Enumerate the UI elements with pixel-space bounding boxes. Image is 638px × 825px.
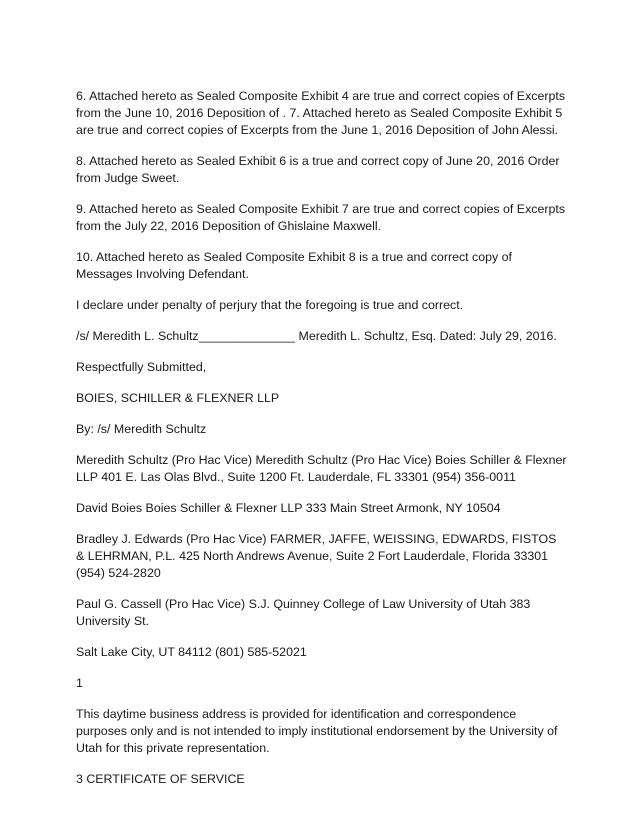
firm-name: BOIES, SCHILLER & FLEXNER LLP [76,391,280,405]
footnote-number: 1 [76,676,83,690]
footnote-text: This daytime business address is provided for identification and correspondence purposes only and is not intended to imply institutional endorsement by the University of Utah for this private representation. [76,707,558,755]
cassell-city-line: Salt Lake City, UT 84112 (801) 585-52021 [76,645,307,659]
by-signature: By: /s/ Meredith Schultz [76,422,207,436]
paragraph-exhibit-6: 8. Attached hereto as Sealed Exhibit 6 is a true and correct copy of June 20, 2016 Order from Judge Sweet. [76,154,560,185]
paragraph-exhibit-7: 9. Attached hereto as Sealed Composite Exhibit 7 are true and correct copies of Excerpts from the July 22, 2016 Deposition of Ghislaine Maxwell. [76,202,566,233]
certificate-of-service-heading: 3 CERTIFICATE OF SERVICE [76,772,245,786]
paragraph-exhibits-4-5: 6. Attached hereto as Sealed Composite Exhibit 4 are true and correct copies of Excerpts from the June 10, 2016 Deposition of . 7. Attached hereto as Sealed Composite Exhibit 5 are true and correct copies of Excerpts from the June 1, 2016 Deposition of John Alessi. [76,89,566,137]
signature-line: /s/ Meredith L. Schultz______________ Meredith L. Schultz, Esq. Dated: July 29, 2016. [76,329,557,343]
counsel-boies: David Boies Boies Schiller & Flexner LLP 333 Main Street Armonk, NY 10504 [76,501,501,515]
perjury-declaration: I declare under penalty of perjury that the foregoing is true and correct. [76,298,464,312]
document-body [76,88,568,802]
counsel-edwards: Bradley J. Edwards (Pro Hac Vice) FARMER, JAFFE, WEISSING, EDWARDS, FISTOS & LEHRMAN, P.L. 425 North Andrews Avenue, Suite 2 Fort Lauderdale, Florida 33301 (954) 524-2820 [76,532,557,580]
paragraph-exhibit-8: 10. Attached hereto as Sealed Composite Exhibit 8 is a true and correct copy of Messages Involving Defendant. [76,250,512,281]
counsel-cassell: Paul G. Cassell (Pro Hac Vice) S.J. Quinney College of Law University of Utah 383 University St. [76,597,531,628]
counsel-schultz: Meredith Schultz (Pro Hac Vice) Meredith Schultz (Pro Hac Vice) Boies Schiller & Flexner LLP 401 E. Las Olas Blvd., Suite 1200 Ft. Lauderdale, FL 33301 (954) 356-0011 [76,453,567,484]
closing: Respectfully Submitted, [76,360,207,374]
